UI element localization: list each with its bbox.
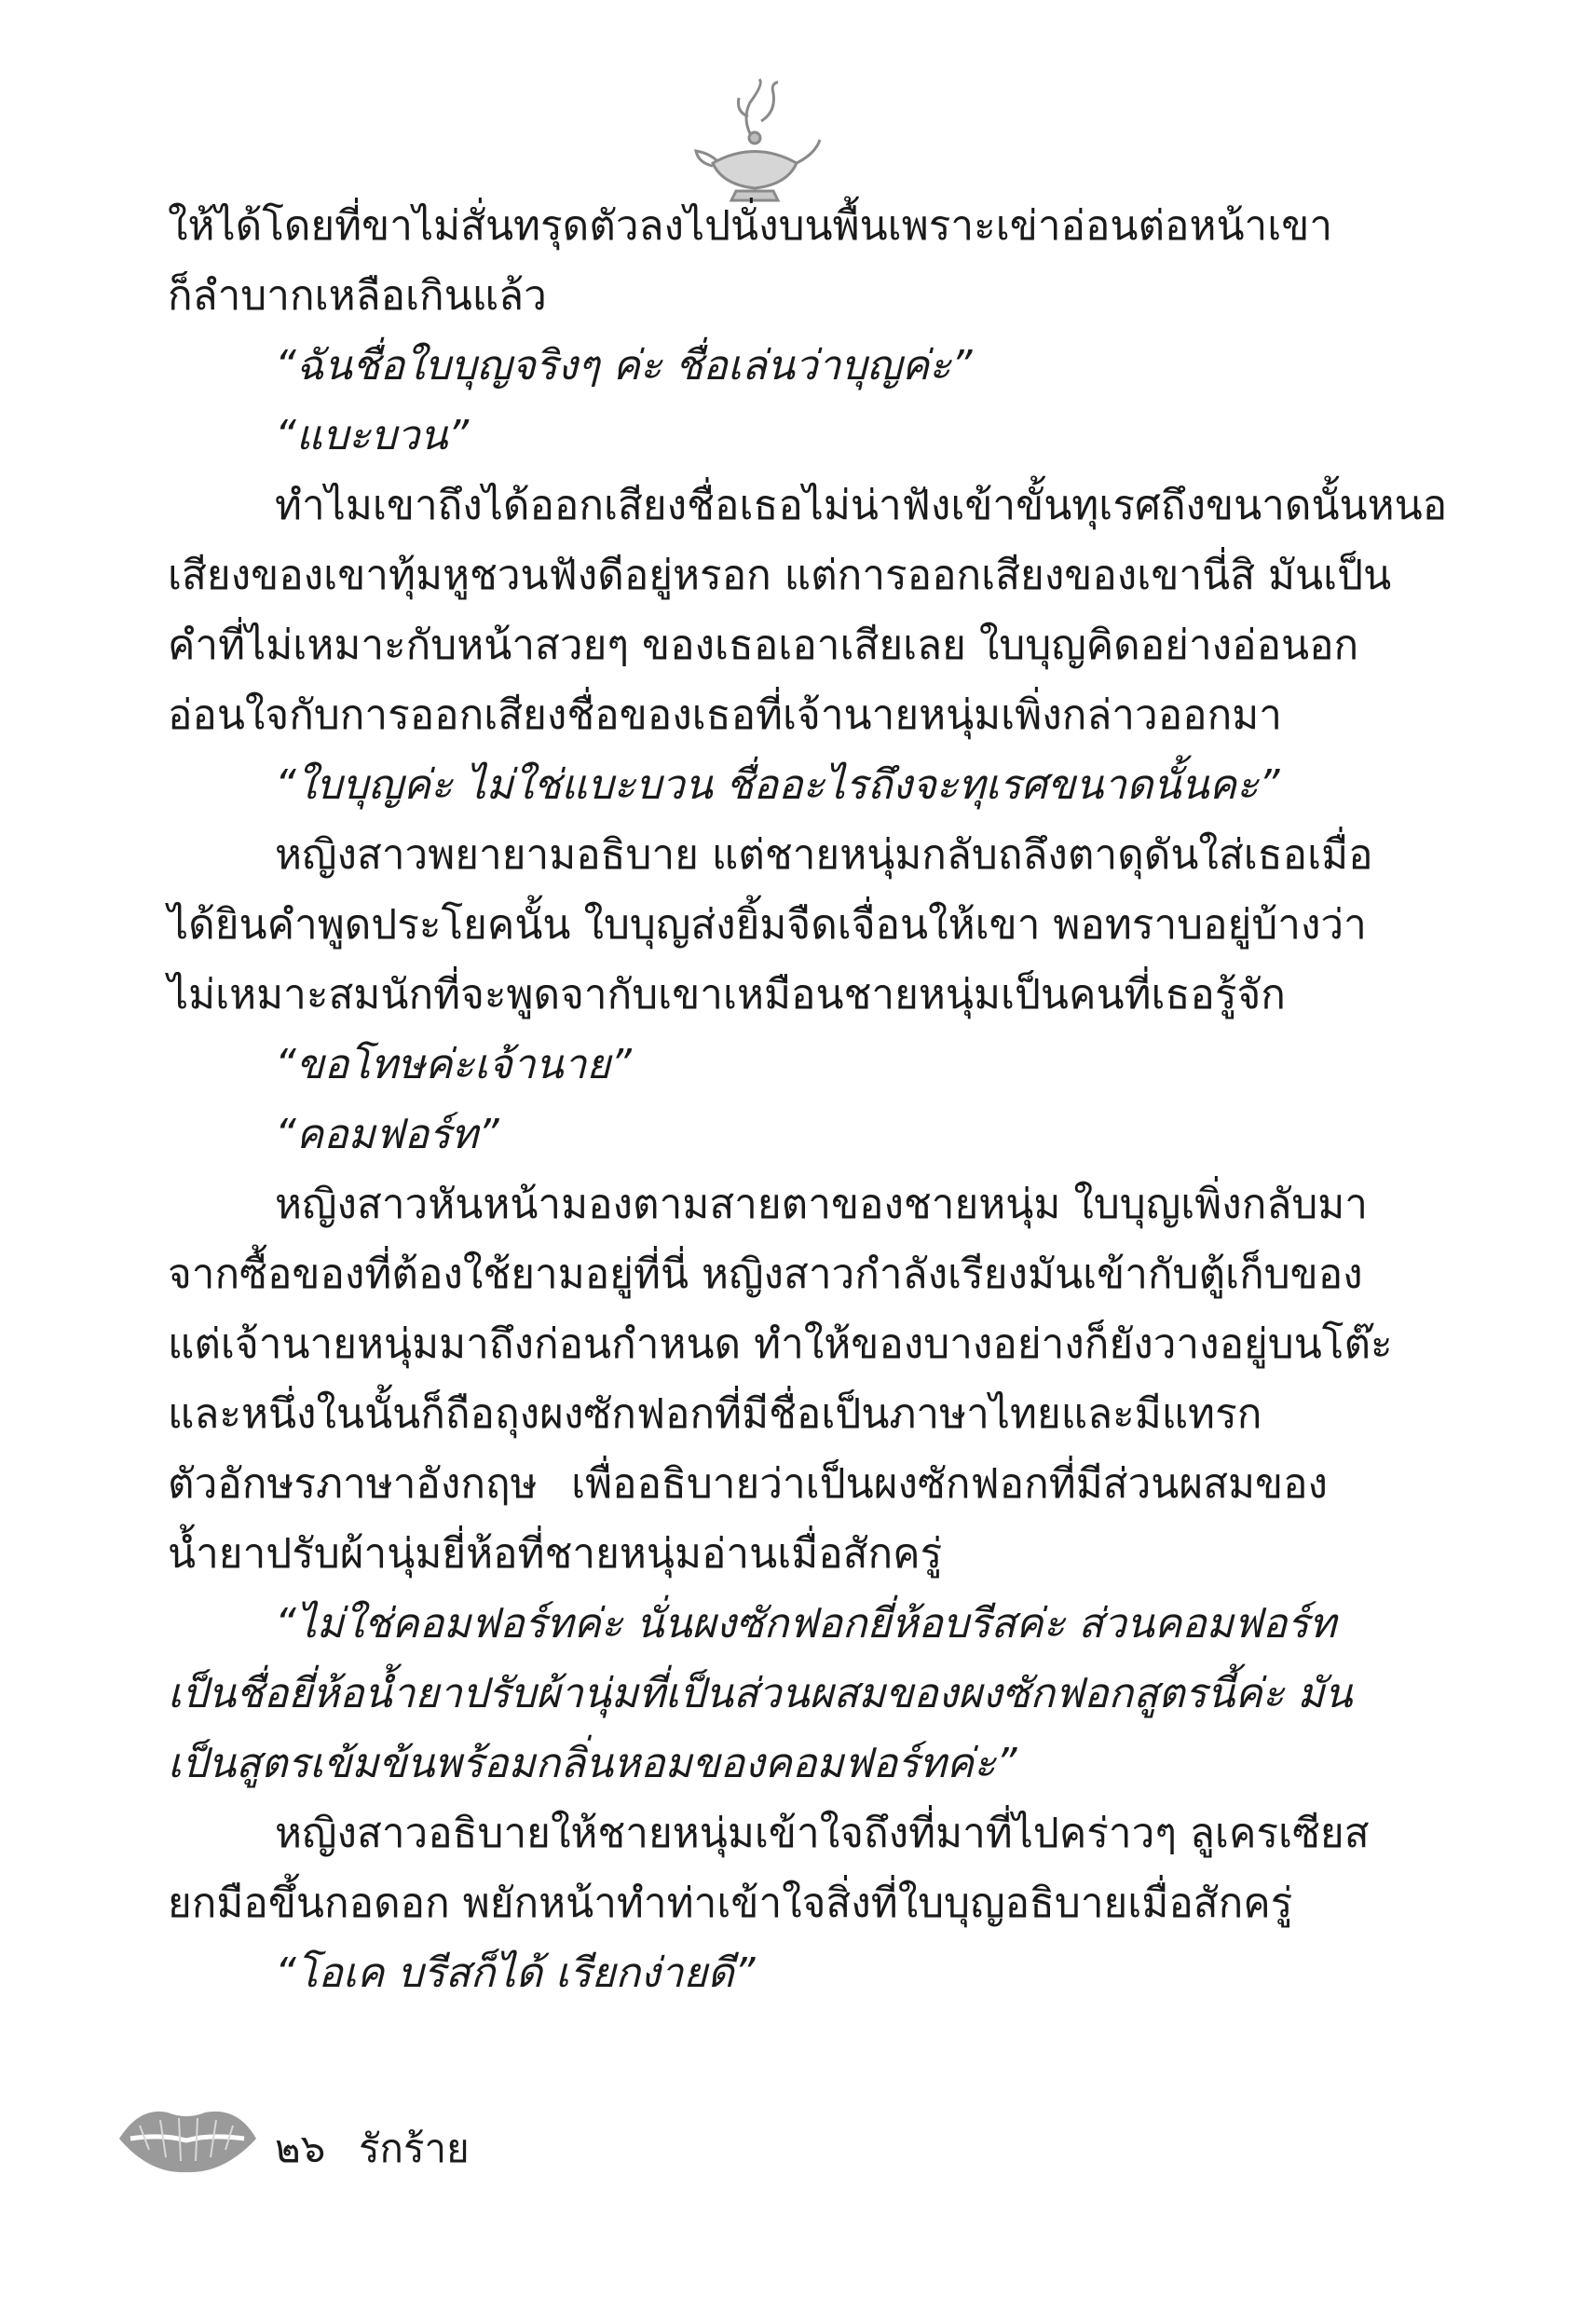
text-line: หญิงสาวอธิบายให้ชายหนุ่มเข้าใจถึงที่มาที่ไปคร่าวๆ ลูเครเซียส: [275, 1810, 1370, 1857]
text-line: ได้ยินคำพูดประโยคนั้น ใบบุญส่งยิ้มจืดเจื่อนให้เขา พอทราบอยู่บ้างว่า: [168, 901, 1367, 949]
dialogue-line: “โอเค บรีสก็ได้ เรียกง่ายดี”: [275, 1949, 756, 1997]
dialogue-line: “ใบบุญค่ะ ไม่ใช่แบะบวน ชื่ออะไรถึงจะทุเรศขนาดนั้นคะ”: [275, 761, 1280, 809]
page-footer: [112, 2092, 764, 2195]
text-line: คำที่ไม่เหมาะกับหน้าสวยๆ ของเธอเอาเสียเลย ใบบุญคิดอย่างอ่อนอก: [168, 622, 1359, 669]
text-line: ให้ได้โดยที่ขาไม่สั่นทรุดตัวลงไปนั่งบนพื้นเพราะเข่าอ่อนต่อหน้าเขา: [168, 202, 1333, 250]
text-line: และหนึ่งในนั้นก็ถือถุงผงซักฟอกที่มีชื่อเป็นภาษาไทยและมีแทรก: [168, 1390, 1262, 1438]
text-line: เสียงของเขาทุ้มหูชวนฟังดีอยู่หรอก แต่การออกเสียงของเขานี่สิ มันเป็น: [168, 552, 1392, 599]
text-line: จากซื้อของที่ต้องใช้ยามอยู่ที่นี่ หญิงสาวกำลังเรียงมันเข้ากับตู้เก็บของ: [168, 1251, 1363, 1298]
dialogue-line: “คอมฟอร์ท”: [275, 1111, 499, 1158]
book-title: รักร้าย: [359, 2126, 470, 2171]
page-number: ๒๖: [275, 2126, 326, 2171]
text-line: หญิงสาวพยายามอธิบาย แต่ชายหนุ่มกลับถลึงตาดุดันใส่เธอเมื่อ: [275, 831, 1373, 879]
dialogue-line: “ฉันชื่อใบบุญจริงๆ ค่ะ ชื่อเล่นว่าบุญค่ะ”: [275, 342, 973, 390]
dialogue-line: เป็นชื่อยี่ห้อน้ำยาปรับผ้านุ่มที่เป็นส่วนผสมของผงซักฟอกสูตรนี้ค่ะ มัน: [168, 1670, 1353, 1717]
text-line: ไม่เหมาะสมนักที่จะพูดจากับเขาเหมือนชายหนุ่มเป็นคนที่เธอรู้จัก: [168, 971, 1286, 1019]
text-line: หญิงสาวหันหน้ามองตามสายตาของชายหนุ่ม ใบบุญเพิ่งกลับมา: [275, 1181, 1368, 1228]
text-line: แต่เจ้านายหนุ่มมาถึงก่อนกำหนด ทำให้ของบางอย่างก็ยังวางอยู่บนโต๊ะ: [168, 1320, 1393, 1368]
dialogue-line: “แบะบวน”: [275, 412, 470, 459]
dialogue-line: “ไม่ใช่คอมฟอร์ทค่ะ นั่นผงซักฟอกยี่ห้อบรีสค่ะ ส่วนคอมฟอร์ท: [275, 1600, 1336, 1648]
dialogue-line: “ขอโทษค่ะเจ้านาย”: [275, 1041, 632, 1088]
dialogue-line: เป็นสูตรเข้มข้นพร้อมกลิ่นหอมของคอมฟอร์ทค่ะ”: [168, 1740, 1017, 1787]
text-line: ก็ลำบากเหลือเกินแล้ว: [168, 272, 547, 320]
text-line: ตัวอักษรภาษาอังกฤษ เพื่ออธิบายว่าเป็นผงซักฟอกที่มีส่วนผสมของ: [168, 1460, 1328, 1508]
text-line: อ่อนใจกับการออกเสียงชื่อของเธอที่เจ้านายหนุ่มเพิ่งกล่าวออกมา: [168, 691, 1282, 739]
body-text: [168, 191, 1448, 2008]
lips-icon: [112, 2092, 261, 2185]
text-line: ทำไมเขาถึงได้ออกเสียงชื่อเธอไม่น่าฟังเข้าขั้นทุเรศถึงขนาดนั้นหนอ: [275, 482, 1448, 529]
text-line: ยกมือขึ้นกอดอก พยักหน้าทำท่าเข้าใจสิ่งที่ใบบุญอธิบายเมื่อสักครู่: [168, 1880, 1293, 1927]
text-line: น้ำยาปรับผ้านุ่มยี่ห้อที่ชายหนุ่มอ่านเมื่อสักครู่: [168, 1530, 943, 1578]
